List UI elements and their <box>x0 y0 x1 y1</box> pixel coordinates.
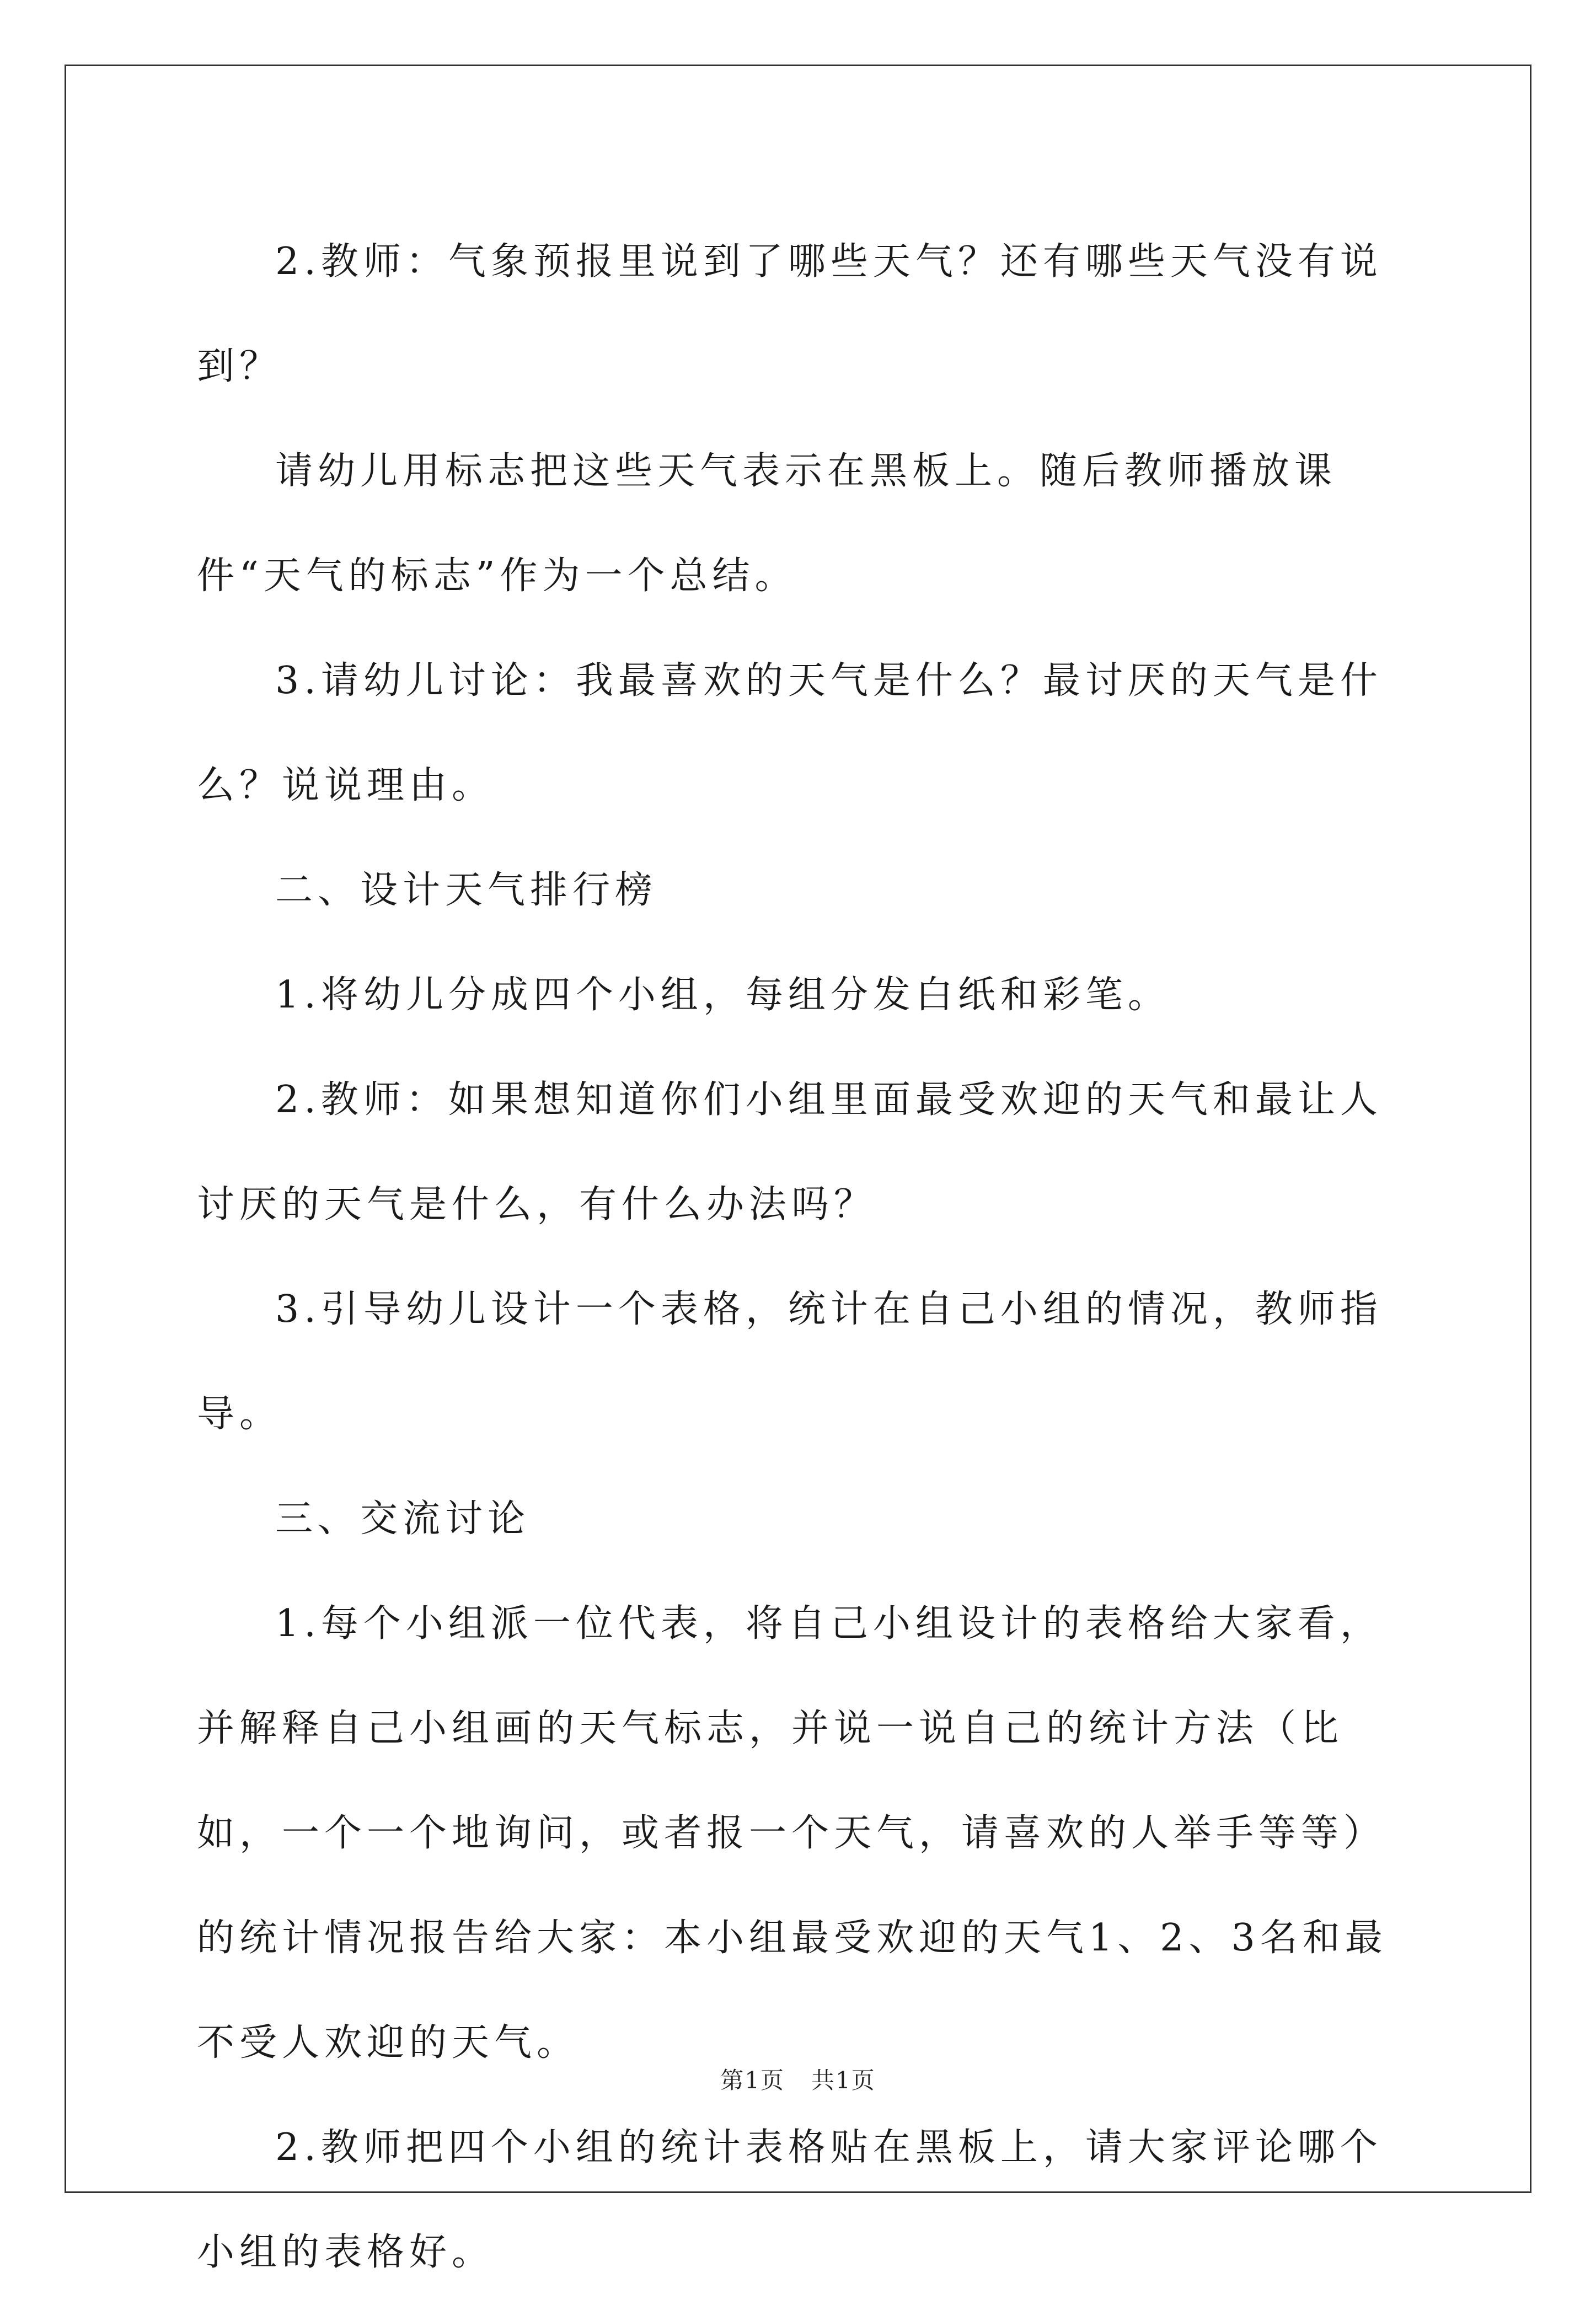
section-heading: 二、设计天气排行榜 <box>275 869 658 912</box>
paragraph: 3.引导幼儿设计一个表格，统计在自己小组的情况，教师指导。 <box>197 1288 1383 1436</box>
document-body <box>197 210 1410 2305</box>
paragraph: 1.每个小组派一位代表，将自己小组设计的表格给大家看，并解释自己小组画的天气标志，并说一说自己的统计方法（比如，一个一个地询问，或者报一个天气，请喜欢的人举手等等）的统计情况报告给大家：本小组最受欢迎的天气1、2、3名和最不受人欢迎的天气。 <box>197 1602 1388 2065</box>
section-heading: 三、交流讨论 <box>275 1497 531 1541</box>
paragraph: 2.教师：如果想知道你们小组里面最受欢迎的天气和最让人讨厌的天气是什么，有什么办法吗？ <box>197 1078 1383 1226</box>
page-total: 共1页 <box>811 2067 876 2094</box>
page-number: 第1页 <box>720 2067 785 2094</box>
paragraph: 3.请幼儿讨论：我最喜欢的天气是什么？最讨厌的天气是什么？说说理由。 <box>197 659 1383 807</box>
page-footer <box>0 2062 1596 2095</box>
paragraph: 请幼儿用标志把这些天气表示在黑板上。随后教师播放课件“天气的标志”作为一个总结。 <box>197 449 1337 598</box>
paragraph: 1.将幼儿分成四个小组，每组分发白纸和彩笔。 <box>275 973 1170 1017</box>
paragraph: 2.教师：气象预报里说到了哪些天气？还有哪些天气没有说到？ <box>197 240 1383 388</box>
paragraph: 2.教师把四个小组的统计表格贴在黑板上，请大家评论哪个小组的表格好。 <box>197 2126 1383 2274</box>
